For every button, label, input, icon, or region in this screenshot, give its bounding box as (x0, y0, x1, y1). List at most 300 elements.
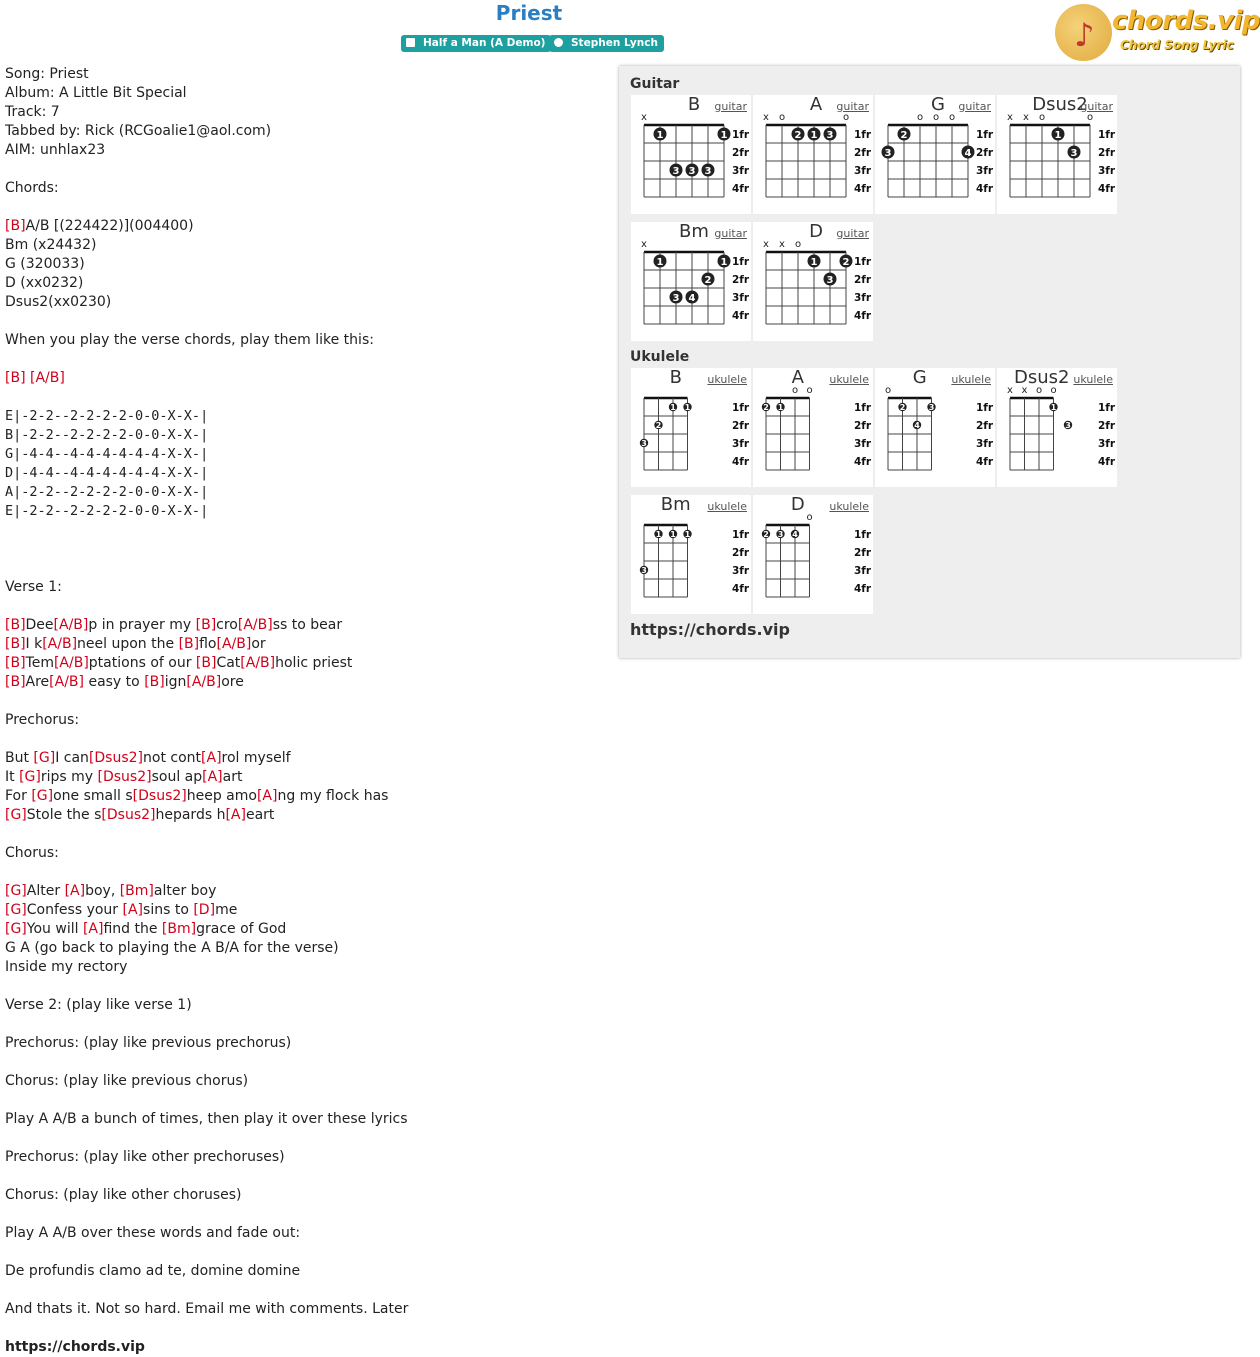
lyric-text: eart (245, 807, 275, 823)
lyric-text: And thats it. Not so hard. Email me with comments. Later (5, 1301, 409, 1317)
fretboard-diagram (997, 95, 1117, 214)
finger-number: 4 (964, 148, 972, 159)
lyric-text: I k (25, 636, 43, 652)
chord-card-a[interactable] (753, 368, 873, 487)
fret-label: 3fr (976, 165, 994, 177)
chord-tag[interactable]: [Bm] (119, 883, 154, 899)
lyric-line (5, 730, 605, 749)
chord-card-bm[interactable] (631, 222, 751, 341)
finger-number: 1 (810, 257, 818, 268)
lyric-line (5, 749, 605, 768)
chord-tag[interactable]: [D] (193, 902, 216, 918)
chord-tag[interactable]: [A] (256, 788, 278, 804)
open-string-marker: o (842, 112, 850, 123)
lyric-text: Play A A/B a bunch of times, then play it over these lyrics (5, 1111, 408, 1127)
fretboard-diagram (631, 222, 751, 341)
fret-label: 1fr (732, 129, 750, 141)
muted-string-marker: x (1007, 112, 1013, 123)
lyric-text: It (5, 769, 20, 785)
fret-label: 3fr (732, 292, 750, 304)
lyric-line (5, 711, 605, 730)
instrument-link[interactable]: ukulele (951, 373, 991, 386)
finger-number: 4 (914, 421, 920, 430)
lyric-text: Prechorus: (5, 712, 80, 728)
lyric-line (5, 806, 605, 825)
tab-line: E|-2-2--2-2-2-2-0-0-X-X-| (5, 408, 209, 424)
lyric-text: not cont (143, 750, 202, 766)
fret-label: 4fr (732, 183, 750, 195)
lyric-line (5, 388, 605, 407)
lyric-line (5, 236, 605, 255)
lyric-text: heep amo (186, 788, 257, 804)
lyric-text: p in prayer my (88, 617, 196, 633)
lyric-text: De profundis clamo ad te, domine domine (5, 1263, 301, 1279)
lyric-line (5, 901, 605, 920)
lyric-line (5, 939, 605, 958)
chord-tag[interactable]: [B] (5, 674, 26, 690)
lyric-line (5, 369, 605, 388)
fret-label: 4fr (1098, 456, 1116, 468)
chord-card-d[interactable] (753, 222, 873, 341)
chord-tag[interactable]: [G] (5, 902, 27, 918)
open-string-marker: o (916, 112, 924, 123)
chord-tag[interactable]: [Dsus2] (132, 788, 187, 804)
lyric-text: soul ap (151, 769, 203, 785)
chord-tag[interactable]: [G] (33, 750, 56, 766)
fret-label: 2fr (732, 147, 750, 159)
finger-number: 2 (704, 275, 712, 286)
album-badge[interactable] (401, 35, 551, 52)
chord-tag[interactable]: [A] (225, 807, 246, 823)
chord-card-g[interactable] (875, 95, 995, 214)
lyric-text: Inside my rectory (5, 959, 128, 975)
lyric-text: rol myself (221, 750, 291, 766)
lyric-line (5, 426, 605, 445)
fret-label: 4fr (854, 183, 872, 195)
fret-label: 1fr (854, 256, 872, 268)
finger-number: 1 (656, 257, 664, 268)
fret-label: 1fr (854, 402, 872, 414)
fret-label: 3fr (854, 292, 872, 304)
finger-number: 2 (842, 257, 850, 268)
instrument-link[interactable]: ukulele (707, 373, 747, 386)
lyric-text: Tem (25, 655, 54, 671)
fret-label: 4fr (1098, 183, 1116, 195)
fretboard-diagram (753, 95, 873, 214)
open-string-marker: o (794, 239, 802, 250)
muted-string-marker: x (1007, 385, 1013, 396)
ukulele-section-title: Ukulele (630, 349, 690, 365)
finger-number: 1 (670, 530, 676, 539)
artist-badge[interactable] (549, 35, 664, 52)
chord-tag[interactable]: [G] (31, 788, 54, 804)
chord-tag[interactable]: [G] (19, 769, 41, 785)
lyric-text: rips my (40, 769, 98, 785)
chord-tag[interactable]: [A/B] (216, 636, 252, 652)
lyric-text: boy, (85, 883, 120, 899)
lyric-text: But (5, 750, 34, 766)
open-string-marker: o (1038, 112, 1046, 123)
lyric-text: flo (199, 636, 217, 652)
fret-label: 1fr (976, 129, 994, 141)
open-string-marker: o (778, 112, 786, 123)
fret-label: 3fr (976, 438, 994, 450)
lyric-line (5, 1129, 605, 1148)
fret-label: 2fr (732, 547, 750, 559)
instrument-link[interactable]: guitar (714, 100, 747, 113)
lyric-text: G A (go back to playing the A B/A for the verse) (5, 940, 339, 956)
finger-number: 2 (763, 530, 769, 539)
fret-label: 4fr (854, 583, 872, 595)
lyric-line (5, 825, 605, 844)
fret-label: 1fr (732, 529, 750, 541)
finger-number: 2 (794, 130, 802, 141)
chord-tag[interactable]: [Dsus2] (88, 750, 144, 766)
chord-name: G (931, 94, 945, 115)
lyric-text: Prechorus: (play like other prechoruses) (5, 1149, 285, 1165)
finger-number: 3 (672, 293, 680, 304)
chord-tag[interactable]: [A] (64, 883, 86, 899)
finger-number: 3 (777, 530, 784, 539)
lyric-line (5, 1281, 605, 1300)
finger-number: 2 (655, 421, 662, 430)
site-url[interactable]: https://chords.vip (630, 620, 790, 639)
lyric-line (5, 578, 605, 597)
chord-name: G (912, 367, 927, 388)
lyric-text: Chorus: (play like other choruses) (5, 1187, 242, 1203)
fret-label: 2fr (1098, 147, 1116, 159)
site-logo[interactable] (1054, 3, 1260, 63)
fret-label: 1fr (976, 402, 994, 414)
muted-string-marker: x (763, 239, 769, 250)
song-title: Priest (495, 1, 563, 25)
open-string-marker: o (932, 112, 940, 123)
fretboard-diagram (631, 495, 751, 614)
instrument-link[interactable]: ukulele (707, 500, 747, 513)
open-string-marker: o (884, 385, 892, 396)
lyric-line (5, 863, 605, 882)
muted-string-marker: x (1021, 385, 1028, 396)
chord-card-a[interactable] (753, 95, 873, 214)
instrument-link[interactable]: guitar (836, 227, 869, 240)
lyric-line (5, 65, 605, 84)
lyric-line (5, 1262, 605, 1281)
chord-tag[interactable]: [B] (5, 636, 26, 652)
lyric-line (5, 996, 605, 1015)
fret-label: 3fr (854, 438, 872, 450)
chord-tag[interactable]: [G] (5, 883, 27, 899)
lyric-text: Chorus: (5, 845, 59, 861)
lyric-line (5, 844, 605, 863)
lyric-text: grace of God (196, 921, 287, 937)
footer-url[interactable]: https://chords.vip (5, 1339, 145, 1355)
chord-tag[interactable]: [A/B] (49, 674, 84, 690)
fretboard-diagram (875, 368, 995, 487)
chord-tag[interactable]: [A] (122, 902, 144, 918)
chord-tag[interactable]: [Dsus2] (101, 807, 156, 823)
finger-number: 3 (1065, 421, 1071, 430)
lyric-text: neel upon the (77, 636, 179, 652)
finger-number: 3 (884, 148, 892, 159)
guitar-section-title: Guitar (630, 76, 680, 92)
chord-tag[interactable]: [A] (82, 921, 104, 937)
lyric-text: When you play the verse chords, play them like this: (5, 332, 374, 348)
finger-number: 1 (1050, 403, 1057, 412)
finger-number: 4 (792, 530, 798, 539)
instrument-link[interactable]: guitar (714, 227, 747, 240)
finger-number: 3 (826, 275, 834, 286)
lyric-line (5, 1034, 605, 1053)
fret-label: 4fr (854, 456, 872, 468)
lyrics-body (5, 65, 605, 1357)
instrument-link[interactable]: ukulele (829, 500, 869, 513)
lyric-line (5, 1186, 605, 1205)
open-string-marker: o (806, 512, 813, 523)
lyric-line (5, 1167, 605, 1186)
lyric-text: Confess your (26, 902, 123, 918)
chord-tag[interactable]: [A] (201, 750, 222, 766)
finger-number: 2 (763, 403, 769, 412)
instrument-link[interactable]: ukulele (829, 373, 869, 386)
lyric-line (5, 445, 605, 464)
open-string-marker: o (1086, 112, 1094, 123)
lyric-line (5, 521, 605, 540)
finger-number: 1 (684, 530, 691, 539)
lyric-text: Prechorus: (play like previous prechorus) (5, 1035, 292, 1051)
chord-tag[interactable]: [G] (5, 921, 27, 937)
lyric-line (5, 141, 605, 160)
fret-label: 3fr (732, 165, 750, 177)
lyric-line (5, 977, 605, 996)
lyric-line (5, 1015, 605, 1034)
fret-label: 1fr (732, 402, 750, 414)
fret-label: 2fr (854, 147, 872, 159)
chord-tag[interactable]: [A/B] (237, 617, 273, 633)
fret-label: 4fr (976, 456, 994, 468)
finger-number: 1 (670, 403, 676, 412)
finger-number: 1 (810, 130, 818, 141)
lyric-line (5, 293, 605, 312)
lyric-text: one small s (53, 788, 133, 804)
chord-name: B (669, 367, 682, 388)
lyric-text: ng my flock has (277, 788, 389, 804)
instrument-link[interactable]: guitar (836, 100, 869, 113)
chord-card-b[interactable] (631, 95, 751, 214)
finger-number: 3 (641, 566, 647, 575)
fret-label: 3fr (732, 565, 750, 577)
chord-card-dsus2[interactable] (997, 368, 1117, 487)
lyric-line (5, 198, 605, 217)
fret-label: 4fr (732, 583, 750, 595)
finger-number: 2 (900, 130, 908, 141)
fretboard-diagram (753, 368, 873, 487)
fret-label: 3fr (1098, 438, 1116, 450)
chord-card-d[interactable] (753, 495, 873, 614)
fret-label: 1fr (732, 256, 750, 268)
lyric-text: Verse 2: (play like verse 1) (5, 997, 192, 1013)
lyric-line (5, 1338, 605, 1357)
chord-tag[interactable]: [B] (5, 370, 26, 386)
fret-label: 3fr (854, 165, 872, 177)
chord-tag[interactable]: [A/B] (53, 617, 89, 633)
lyric-line (5, 350, 605, 369)
lyric-text: Song: Priest (5, 66, 89, 82)
chord-name: A (791, 367, 804, 388)
lyric-text: I can (55, 750, 89, 766)
muted-string-marker: x (1023, 112, 1029, 123)
logo-tagline: Chord Song Lyric (1120, 38, 1234, 52)
lyric-text: ptations of our (88, 655, 196, 671)
chord-tag[interactable]: [A/B] (240, 655, 276, 671)
chord-tag[interactable]: [A/B] (29, 370, 65, 386)
lyric-line (5, 1053, 605, 1072)
open-string-marker: o (806, 385, 813, 396)
tab-line: E|-2-2--2-2-2-2-0-0-X-X-| (5, 503, 209, 519)
fretboard-diagram (875, 95, 995, 214)
lyric-line (5, 331, 605, 350)
chord-tag[interactable]: [B] (5, 617, 26, 633)
fret-label: 4fr (732, 456, 750, 468)
lyric-line (5, 673, 605, 692)
instrument-link[interactable]: guitar (1080, 100, 1113, 113)
lyric-line (5, 1072, 605, 1091)
chord-card-b[interactable] (631, 368, 751, 487)
fretboard-diagram (753, 222, 873, 341)
finger-number: 1 (777, 403, 784, 412)
fret-label: 1fr (1098, 129, 1116, 141)
muted-string-marker: x (763, 112, 769, 123)
lyric-text: Play A A/B over these words and fade out: (5, 1225, 301, 1241)
lyric-line (5, 274, 605, 293)
fret-label: 2fr (976, 420, 994, 432)
lyric-text: Track: 7 (5, 104, 60, 120)
finger-number: 3 (688, 166, 696, 177)
lyric-text: me (215, 902, 238, 918)
fret-label: 3fr (1098, 165, 1116, 177)
lyric-line (5, 483, 605, 502)
artist-icon (554, 38, 563, 47)
lyric-text: art (222, 769, 243, 785)
instrument-link[interactable]: ukulele (1073, 373, 1113, 386)
chord-card-g[interactable] (875, 368, 995, 487)
finger-number: 4 (688, 293, 696, 304)
fret-label: 2fr (854, 420, 872, 432)
lyric-text: ign (164, 674, 187, 690)
lyric-text: Album: A Little Bit Special (5, 85, 187, 101)
album-icon (406, 38, 415, 47)
lyric-line (5, 1091, 605, 1110)
lyric-line (5, 540, 605, 559)
chord-name: D (809, 221, 823, 242)
chord-name: A (809, 94, 823, 115)
tab-line: D|-4-4--4-4-4-4-4-4-X-X-| (5, 465, 209, 481)
lyric-text: alter boy (153, 883, 217, 899)
lyric-line (5, 920, 605, 939)
lyric-line (5, 1300, 605, 1319)
fret-label: 2fr (732, 274, 750, 286)
lyric-text: ss to bear (272, 617, 343, 633)
lyric-line (5, 768, 605, 787)
lyric-line (5, 635, 605, 654)
chord-tag[interactable]: [G] (5, 807, 27, 823)
chord-tag[interactable]: [B] (195, 655, 217, 671)
fret-label: 2fr (732, 420, 750, 432)
lyric-text: A/B [(224422)](004400) (25, 218, 194, 234)
finger-number: 3 (672, 166, 680, 177)
lyric-line (5, 122, 605, 141)
fret-label: 4fr (976, 183, 994, 195)
fret-label: 1fr (854, 129, 872, 141)
lyric-line (5, 1148, 605, 1167)
tab-line: G|-4-4--4-4-4-4-4-4-X-X-| (5, 446, 209, 462)
logo-name: chords.vip (1112, 6, 1260, 36)
instrument-link[interactable]: guitar (958, 100, 991, 113)
fret-label: 4fr (854, 310, 872, 322)
lyric-text: For (5, 788, 32, 804)
chord-tag[interactable]: [A/B] (186, 674, 222, 690)
muted-string-marker: x (641, 112, 647, 123)
lyric-line (5, 654, 605, 673)
chord-card-dsus2[interactable] (997, 95, 1117, 214)
chord-tag[interactable]: [Dsus2] (97, 769, 152, 785)
lyric-text: Alter (26, 883, 65, 899)
lyric-line (5, 84, 605, 103)
lyric-line (5, 616, 605, 635)
open-string-marker: o (1050, 385, 1057, 396)
lyric-text: Tabbed by: Rick (RCGoalie1@aol.com) (5, 123, 272, 139)
lyric-text: or (251, 636, 266, 652)
chord-tag[interactable]: [B] (5, 218, 26, 234)
finger-number: 3 (826, 130, 834, 141)
chord-tag[interactable]: [B] (178, 636, 200, 652)
fret-label: 4fr (732, 310, 750, 322)
fret-label: 1fr (854, 529, 872, 541)
finger-number: 1 (684, 403, 691, 412)
lyric-line (5, 464, 605, 483)
lyric-line (5, 407, 605, 426)
chord-name: B (687, 94, 701, 115)
fret-label: 1fr (1098, 402, 1116, 414)
lyric-line (5, 179, 605, 198)
finger-number: 1 (720, 257, 728, 268)
fret-label: 2fr (1098, 420, 1116, 432)
lyric-text: Dsus2(xx0230) (5, 294, 112, 310)
fret-label: 2fr (854, 547, 872, 559)
chord-tag[interactable]: [A/B] (42, 636, 78, 652)
lyric-line (5, 958, 605, 977)
chord-tag[interactable]: [B] (144, 674, 165, 690)
fretboard-diagram (753, 495, 873, 614)
chord-name: Dsus2 (1032, 94, 1088, 115)
chord-card-bm[interactable] (631, 495, 751, 614)
chord-tag[interactable]: [B] (195, 617, 217, 633)
lyric-text: Chorus: (play like previous chorus) (5, 1073, 249, 1089)
chord-tag[interactable]: [B] (5, 655, 26, 671)
open-string-marker: o (791, 385, 799, 396)
chord-tag[interactable]: [Bm] (161, 921, 197, 937)
chord-tag[interactable]: [A/B] (53, 655, 89, 671)
lyric-text: D (xx0232) (5, 275, 84, 291)
lyric-text: sins to (143, 902, 194, 918)
chord-tag[interactable]: [A] (202, 769, 223, 785)
lyric-text: hepards h (155, 807, 226, 823)
fretboard-diagram (631, 368, 751, 487)
fret-label: 2fr (854, 274, 872, 286)
finger-number: 1 (1054, 130, 1062, 141)
lyric-line (5, 1205, 605, 1224)
finger-number: 2 (899, 403, 906, 412)
finger-number: 1 (720, 130, 728, 141)
